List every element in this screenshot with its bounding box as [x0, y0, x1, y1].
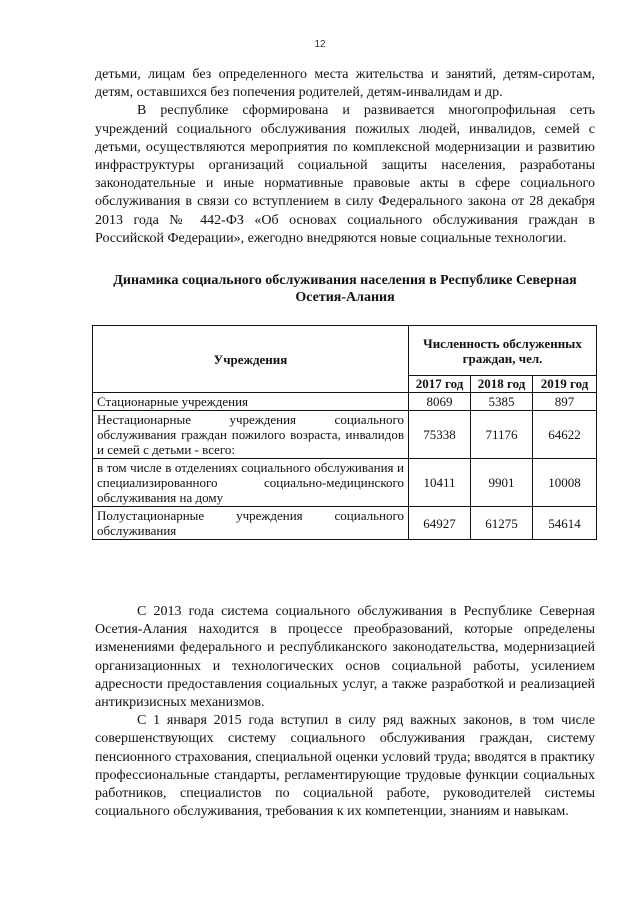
- cell-value: 5385: [471, 393, 533, 411]
- table-row: [93, 393, 597, 411]
- column-header-year: 2019 год: [533, 376, 597, 393]
- cell-value: 71176: [471, 411, 533, 459]
- column-header-year: 2017 год: [409, 376, 471, 393]
- cell-value: 61275: [471, 507, 533, 540]
- table-title: Динамика социального обслуживания населения в Республике Северная Осетия-Алания: [113, 273, 577, 305]
- intro-section: [95, 66, 595, 248]
- statistics-table: [92, 325, 597, 540]
- table-row: [93, 507, 597, 540]
- cell-value: 64622: [533, 411, 597, 459]
- table-header-row: [93, 326, 597, 376]
- column-header-institution: Учреждения: [93, 326, 409, 393]
- cell-value: 9901: [471, 459, 533, 507]
- row-label: Нестационарные учреждения социального обслуживания граждан пожилого возраста, инвалидов и семей с детьми - всего:: [93, 411, 409, 459]
- page-number: 12: [314, 39, 326, 50]
- cell-value: 897: [533, 393, 597, 411]
- row-label: Полустационарные учреждения социального обслуживания: [93, 507, 409, 540]
- cell-value: 54614: [533, 507, 597, 540]
- cell-value: 10411: [409, 459, 471, 507]
- outro-paragraph-1: С 2013 года система социального обслуживания в Республике Северная Осетия-Алания находится в процессе преобразований, которые определены изменениями федерального и республиканского законодательства, модернизацией организационных и технологических основ социальной работы, усилением адресности предоставления социальных услуг, а также разработкой и реализацией антикризисных механизмов.: [95, 604, 595, 711]
- cell-value: 64927: [409, 507, 471, 540]
- cell-value: 75338: [409, 411, 471, 459]
- column-header-count: Численность обслуженных граждан, чел.: [409, 326, 597, 376]
- table-row: [93, 459, 597, 507]
- cell-value: 8069: [409, 393, 471, 411]
- cell-value: 10008: [533, 459, 597, 507]
- intro-paragraph-1: детьми, лицам без определенного места жительства и занятий, детям-сиротам, детям, оставшихся без попечения родителей, детям-инвалидам и др.: [95, 67, 595, 101]
- row-label: Стационарные учреждения: [93, 393, 409, 411]
- table-row: [93, 411, 597, 459]
- column-header-year: 2018 год: [471, 376, 533, 393]
- intro-paragraph-2: В республике сформирована и развивается многопрофильная сеть учреждений социального обслуживания пожилых людей, инвалидов, семей с детьми, осуществляются мероприятия по комплексной модернизации и развитию инфраструктуры организаций социальной защиты населения, разработаны законодательные и иные нормативные правовые акты в сфере социального обслуживания в связи со вступлением в силу Федерального закона от 28 декабря 2013 года № 442-ФЗ «Об основах социального обслуживания граждан в Российской Федерации», ежегодно внедряются новые социальные технологии.: [95, 103, 595, 246]
- outro-paragraph-2: С 1 января 2015 года вступил в силу ряд важных законов, в том числе совершенствующих систему социального обслуживания граждан, систему пенсионного страхования, специальной оценки условий труда; вводятся в практику профессиональные стандарты, регламентирующие трудовые функции социальных работников, специалистов по социальной работе, руководителей системы социального обслуживания, требования к их компетенции, знаниям и навыкам.: [95, 713, 595, 820]
- row-label: в том числе в отделениях социального обслуживания и специализированного социально-медицинского обслуживания на дому: [93, 459, 409, 507]
- outro-section: [95, 603, 595, 821]
